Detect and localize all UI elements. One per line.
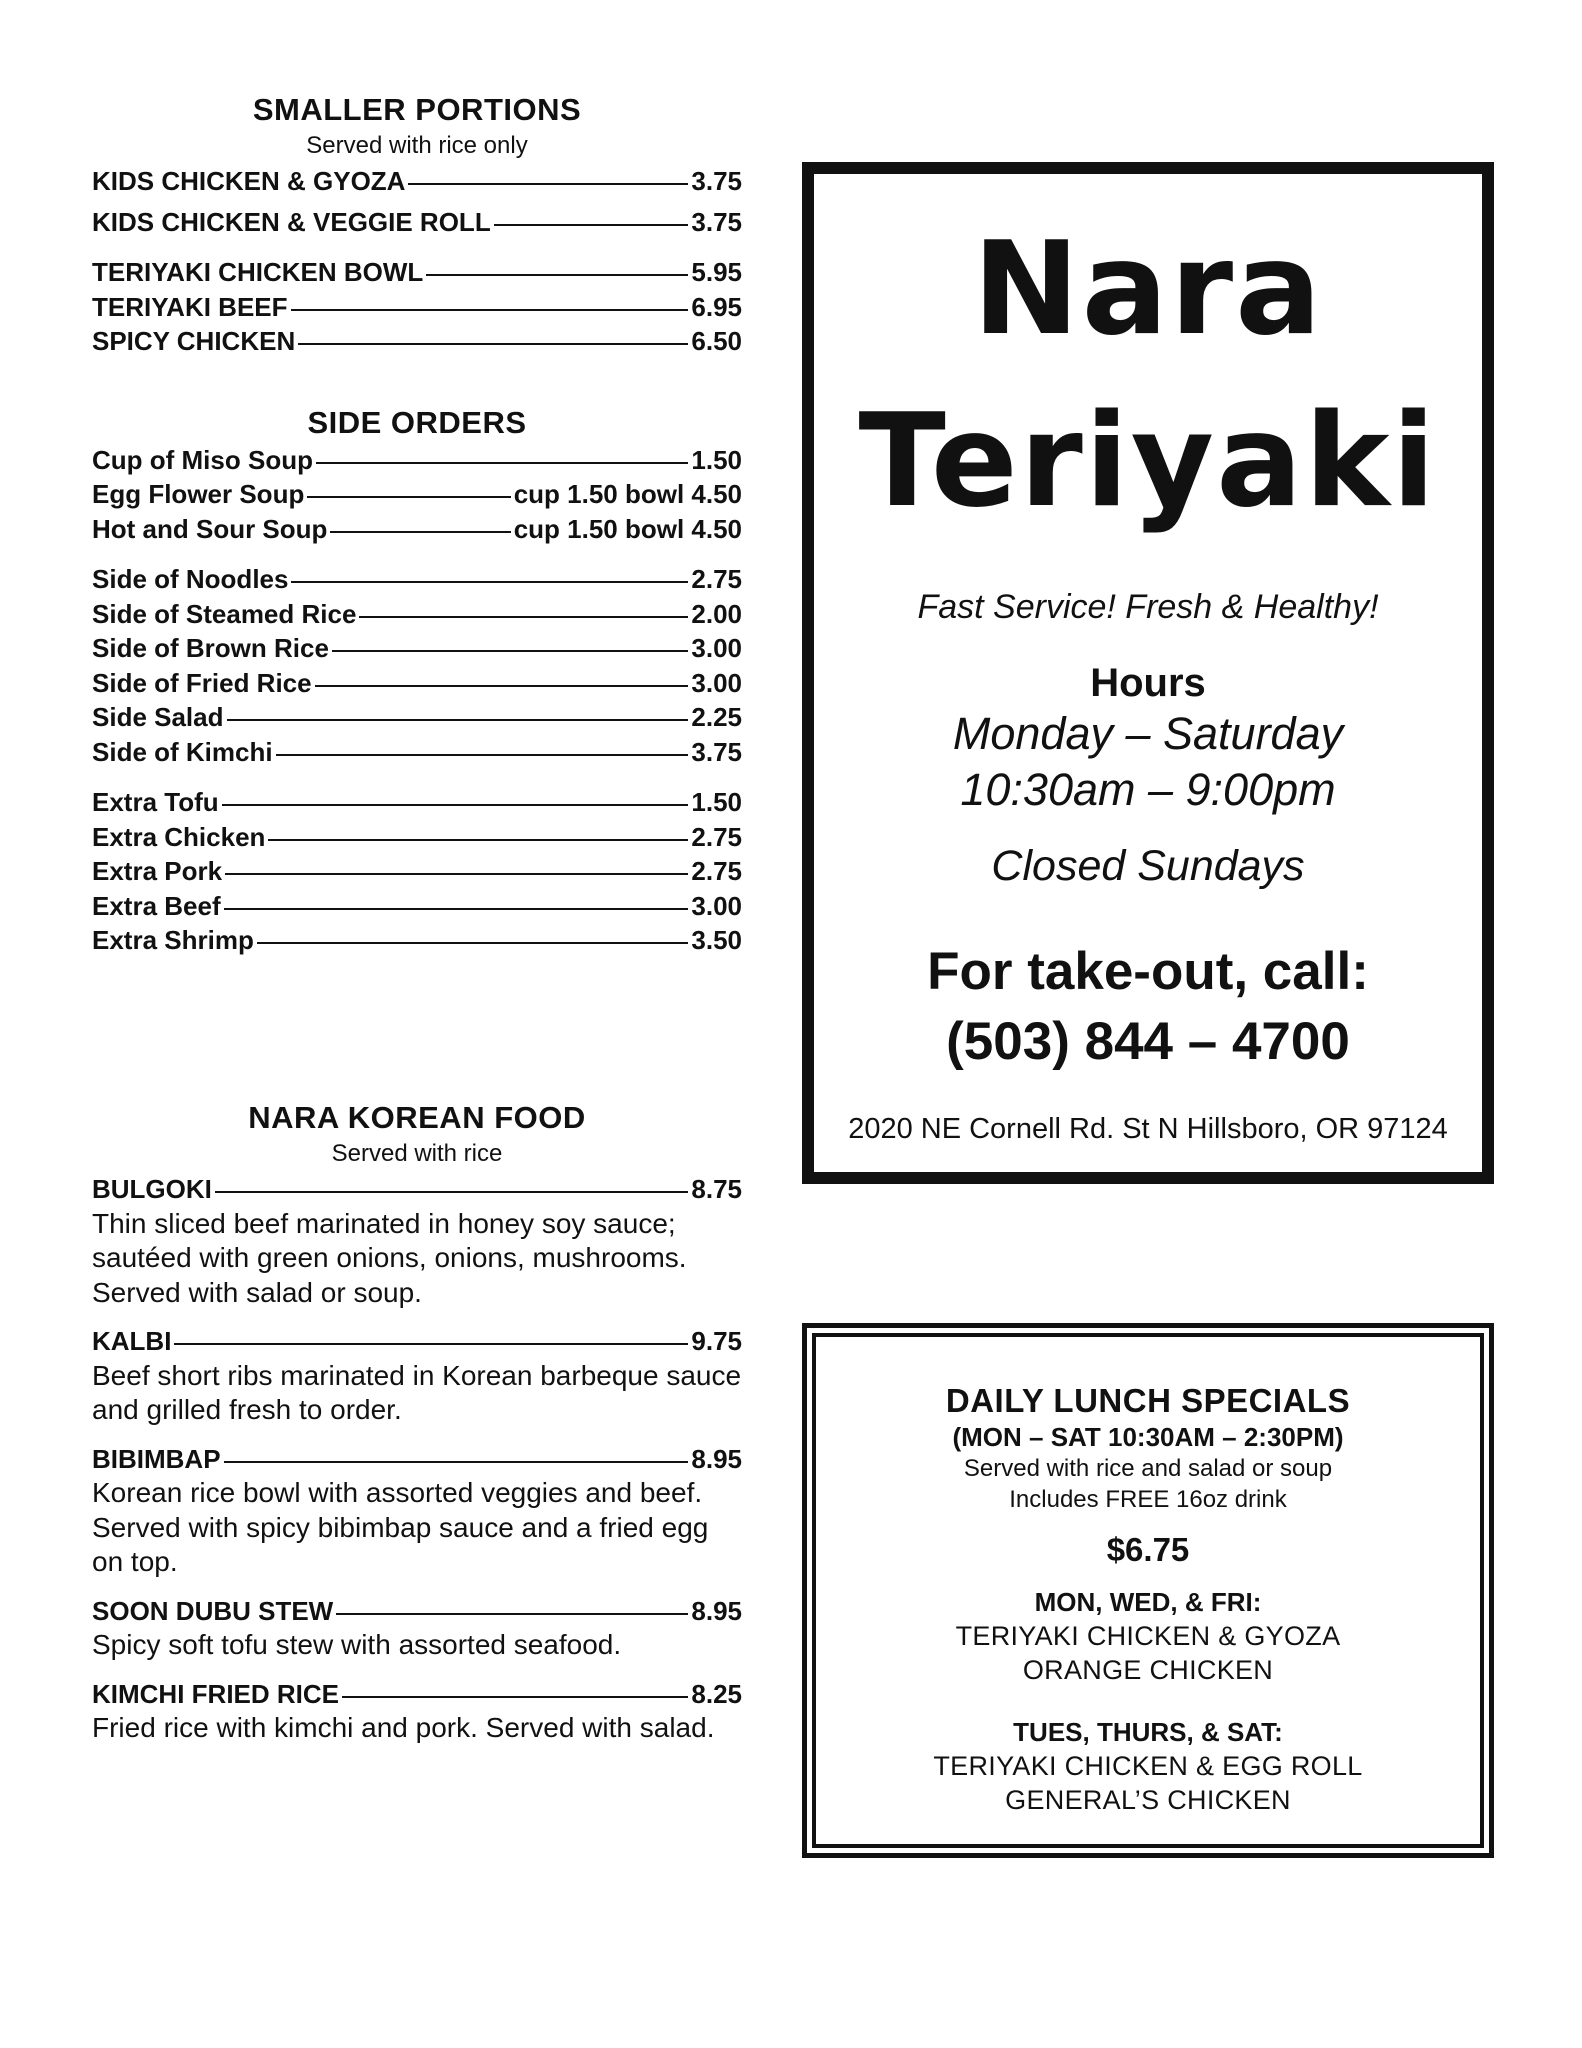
item-price: 6.95 bbox=[691, 291, 742, 322]
specials-note: Served with rice and salad or soup bbox=[963, 1455, 1333, 1482]
hours-time: 10:30am – 9:00pm bbox=[960, 764, 1336, 815]
item-price: 3.75 bbox=[691, 736, 742, 767]
takeout-label: For take-out, call: bbox=[927, 942, 1369, 1001]
dot-leader bbox=[330, 531, 510, 533]
dot-leader bbox=[174, 1343, 688, 1345]
dot-leader bbox=[268, 839, 688, 841]
item-price: 2.00 bbox=[691, 598, 742, 629]
dot-leader bbox=[298, 343, 688, 345]
item-name: Side of Steamed Rice bbox=[92, 598, 357, 629]
item-name: SOON DUBU STEW bbox=[92, 1595, 334, 1626]
menu-item bbox=[92, 597, 742, 632]
item-price: 2.75 bbox=[691, 856, 742, 886]
item-description: Korean rice bowl with assorted veggies and beef. Served with spicy bibimbap sauce and a fried egg on top. bbox=[92, 1477, 709, 1577]
menu-item bbox=[92, 666, 742, 701]
hours-title: Hours bbox=[1090, 661, 1206, 705]
tagline: Fast Service! Fresh & Healthy! bbox=[917, 588, 1379, 626]
dot-leader bbox=[215, 1191, 689, 1193]
dot-leader bbox=[227, 719, 689, 721]
dot-leader bbox=[224, 908, 689, 910]
menu-item bbox=[92, 290, 742, 325]
phone-number: (503) 844 – 4700 bbox=[946, 1012, 1350, 1071]
item-name: Hot and Sour Soup bbox=[92, 513, 328, 544]
item-price: 6.50 bbox=[691, 326, 742, 356]
dot-leader bbox=[494, 224, 689, 226]
item-price: 5.95 bbox=[691, 257, 742, 287]
item-name: Extra Shrimp bbox=[92, 925, 254, 955]
item-price: 8.75 bbox=[691, 1174, 742, 1204]
menu-item bbox=[92, 1172, 742, 1207]
item-price: 3.00 bbox=[691, 633, 742, 663]
specials-days-group1: MON, WED, & FRI: bbox=[1034, 1587, 1262, 1617]
restaurant-name-line2: Teriyaki bbox=[858, 387, 1438, 536]
menu-item bbox=[92, 889, 742, 924]
menu-item bbox=[92, 1442, 742, 1477]
side-orders-title: SIDE ORDERS bbox=[307, 404, 527, 440]
dot-leader bbox=[291, 309, 689, 311]
item-price: 3.00 bbox=[691, 667, 742, 698]
hours-days: Monday – Saturday bbox=[952, 708, 1344, 759]
dot-leader bbox=[316, 462, 688, 464]
dot-leader bbox=[426, 274, 688, 276]
item-price: 9.75 bbox=[691, 1326, 742, 1356]
korean-food-title: NARA KOREAN FOOD bbox=[248, 1100, 586, 1135]
item-name: Cup of Miso Soup bbox=[92, 444, 313, 475]
specials-item: TERIYAKI CHICKEN & GYOZA bbox=[955, 1621, 1341, 1651]
specials-price: $6.75 bbox=[1106, 1531, 1190, 1568]
item-description: Thin sliced beef marinated in honey soy sauce; sautéed with green onions, onions, mushrooms. Served with salad or soup. bbox=[92, 1207, 687, 1308]
specials-time: (MON – SAT 10:30AM – 2:30PM) bbox=[952, 1422, 1344, 1452]
item-name: TERIYAKI CHICKEN BOWL bbox=[92, 257, 424, 287]
specials-title: DAILY LUNCH SPECIALS bbox=[945, 1382, 1351, 1419]
item-price: 1.50 bbox=[691, 444, 742, 475]
menu-item bbox=[92, 477, 742, 512]
item-price: 2.25 bbox=[691, 702, 742, 732]
lunch-specials-box bbox=[802, 1323, 1494, 1858]
item-price: 1.50 bbox=[691, 787, 742, 817]
menu-item bbox=[92, 631, 742, 666]
item-description: Spicy soft tofu stew with assorted seafood. bbox=[92, 1629, 622, 1660]
menu-item bbox=[92, 820, 742, 855]
menu-item bbox=[92, 164, 742, 199]
menu-item bbox=[92, 1324, 742, 1359]
smaller-portions-title: SMALLER PORTIONS bbox=[252, 92, 582, 127]
item-price: cup 1.50 bowl 4.50 bbox=[513, 479, 742, 509]
dot-leader bbox=[342, 1696, 688, 1698]
restaurant-info-box bbox=[802, 162, 1494, 1184]
dot-leader bbox=[408, 183, 688, 185]
item-price: 2.75 bbox=[691, 564, 742, 594]
dot-leader bbox=[332, 650, 688, 652]
specials-drink-note: Includes FREE 16oz drink bbox=[1009, 1486, 1287, 1513]
item-name: TERIYAKI BEEF bbox=[92, 291, 288, 322]
dot-leader bbox=[359, 616, 688, 618]
specials-days-group2: TUES, THURS, & SAT: bbox=[1013, 1717, 1283, 1747]
item-name: SPICY CHICKEN bbox=[92, 326, 296, 356]
lunch-specials-inner bbox=[812, 1333, 1484, 1848]
item-name: KIDS CHICKEN & VEGGIE ROLL bbox=[92, 206, 491, 237]
menu-item bbox=[92, 205, 742, 240]
item-name: Side Salad bbox=[92, 702, 224, 732]
item-price: 3.75 bbox=[691, 206, 742, 237]
item-name: Side of Brown Rice bbox=[92, 633, 329, 663]
dot-leader bbox=[315, 685, 689, 687]
korean-food-section bbox=[92, 1098, 742, 1760]
specials-item: ORANGE CHICKEN bbox=[1022, 1655, 1274, 1685]
menu-item bbox=[92, 1677, 742, 1712]
item-price: 8.25 bbox=[691, 1678, 742, 1709]
item-name: KIDS CHICKEN & GYOZA bbox=[92, 166, 406, 196]
menu-item bbox=[92, 443, 742, 478]
menu-item bbox=[92, 854, 742, 889]
menu-item bbox=[92, 923, 742, 958]
dot-leader bbox=[307, 496, 510, 498]
menu-item bbox=[92, 700, 742, 735]
item-name: Egg Flower Soup bbox=[92, 479, 305, 509]
dot-leader bbox=[257, 942, 689, 944]
menu-item bbox=[92, 512, 742, 547]
item-name: Extra Tofu bbox=[92, 787, 219, 817]
item-price: 3.00 bbox=[691, 890, 742, 921]
item-name: BIBIMBAP bbox=[92, 1443, 221, 1474]
address: 2020 NE Cornell Rd. St N Hillsboro, OR 97124 bbox=[848, 1113, 1448, 1145]
item-price: 8.95 bbox=[691, 1595, 742, 1626]
dot-leader bbox=[222, 804, 689, 806]
dot-leader bbox=[291, 581, 688, 583]
item-name: Extra Beef bbox=[92, 890, 221, 921]
left-column bbox=[92, 90, 742, 958]
menu-item bbox=[92, 1594, 742, 1629]
item-price: 3.50 bbox=[691, 925, 742, 955]
item-price: 2.75 bbox=[691, 821, 742, 852]
item-price: 8.95 bbox=[691, 1443, 742, 1474]
item-name: Side of Kimchi bbox=[92, 736, 273, 767]
menu-item bbox=[92, 255, 742, 290]
smaller-portions-subtitle: Served with rice only bbox=[306, 132, 528, 159]
restaurant-name-line1: Nara bbox=[972, 215, 1324, 364]
closed-notice: Closed Sundays bbox=[991, 842, 1305, 890]
item-price: 3.75 bbox=[691, 166, 742, 196]
menu-item bbox=[92, 785, 742, 820]
dot-leader bbox=[336, 1613, 688, 1615]
dot-leader bbox=[276, 754, 689, 756]
specials-item: TERIYAKI CHICKEN & EGG ROLL bbox=[933, 1751, 1363, 1781]
dot-leader bbox=[224, 1461, 689, 1463]
item-name: BULGOKI bbox=[92, 1174, 212, 1204]
korean-food-subtitle: Served with rice bbox=[331, 1140, 503, 1167]
item-name: Extra Chicken bbox=[92, 821, 266, 852]
item-name: Extra Pork bbox=[92, 856, 223, 886]
dot-leader bbox=[225, 873, 688, 875]
item-price: cup 1.50 bowl 4.50 bbox=[513, 513, 742, 544]
menu-item bbox=[92, 735, 742, 770]
menu-item bbox=[92, 562, 742, 597]
menu-item bbox=[92, 324, 742, 359]
item-name: KIMCHI FRIED RICE bbox=[92, 1678, 339, 1709]
item-name: Side of Fried Rice bbox=[92, 667, 312, 698]
item-name: KALBI bbox=[92, 1326, 172, 1356]
item-description: Beef short ribs marinated in Korean barbeque sauce and grilled fresh to order. bbox=[92, 1359, 742, 1425]
specials-item: GENERAL’S CHICKEN bbox=[1005, 1785, 1291, 1815]
item-name: Side of Noodles bbox=[92, 564, 289, 594]
item-description: Fried rice with kimchi and pork. Served with salad. bbox=[92, 1712, 715, 1743]
